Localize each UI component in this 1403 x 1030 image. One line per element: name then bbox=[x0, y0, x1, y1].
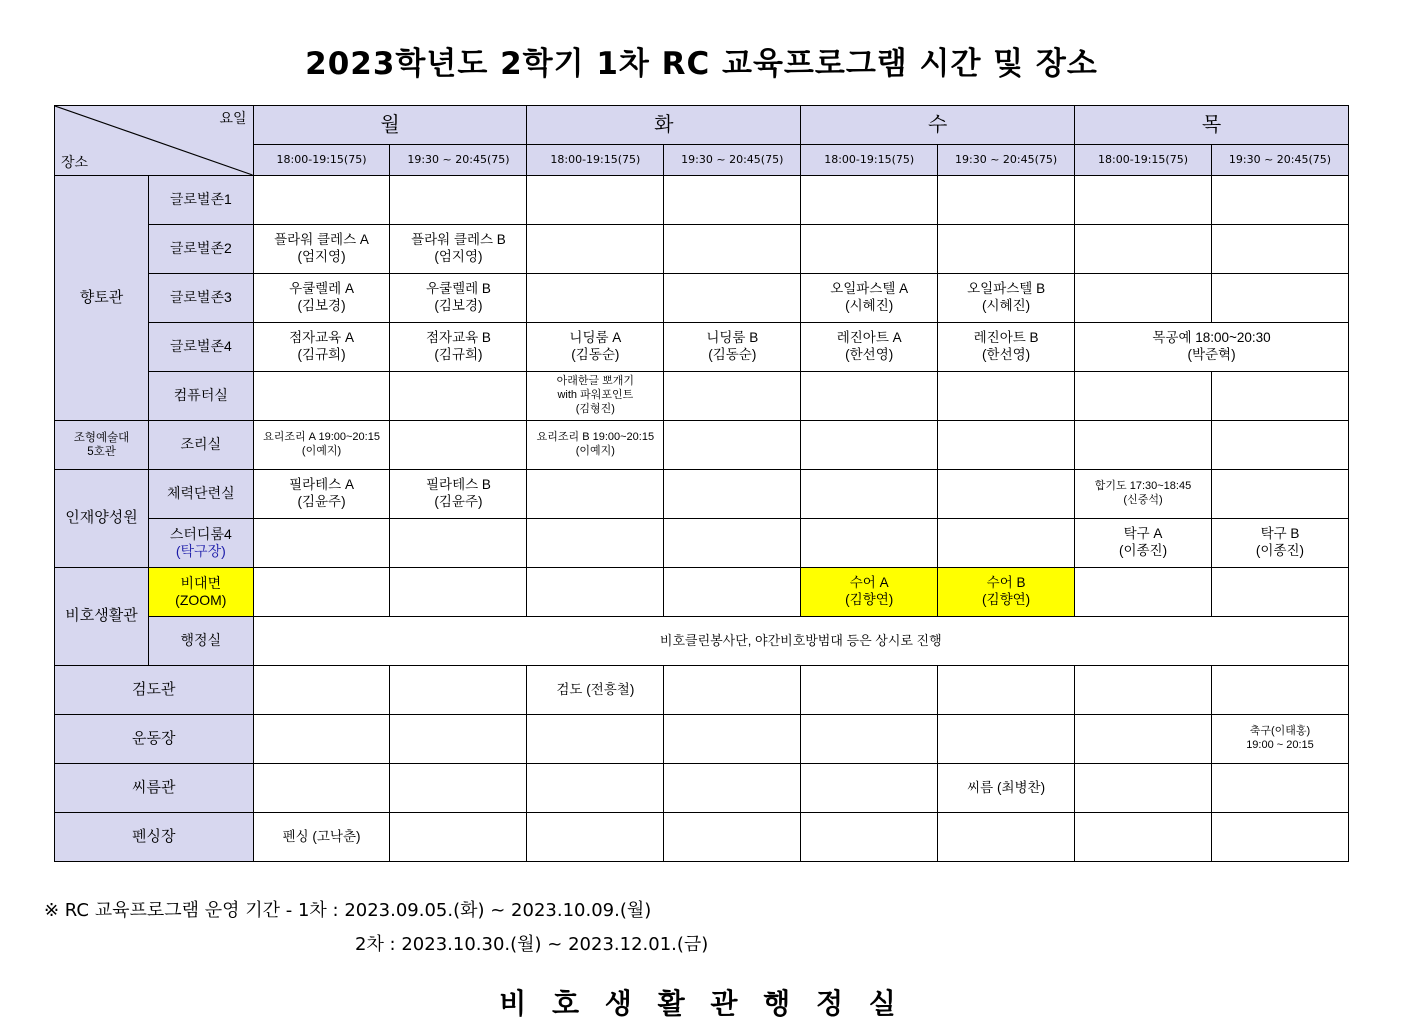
cell-ssireum-tue2 bbox=[664, 764, 801, 813]
cell-fit-thu1 bbox=[1075, 470, 1212, 519]
class-instructor: (이예지) bbox=[301, 445, 342, 457]
cell-play-thu1 bbox=[1075, 715, 1212, 764]
cell-fencing-mon2 bbox=[390, 813, 527, 862]
cell-cook-wed2 bbox=[938, 421, 1075, 470]
cell-zoom-thu2 bbox=[1211, 568, 1348, 617]
cell-g3-wed2 bbox=[938, 274, 1075, 323]
cell-play-mon2 bbox=[390, 715, 527, 764]
time-header-mon-2: 19:30 ~ 20:45(75) bbox=[390, 145, 527, 176]
cell-play-wed1 bbox=[801, 715, 938, 764]
cell-pc-mon2 bbox=[390, 372, 527, 421]
cell-cook-thu1 bbox=[1075, 421, 1212, 470]
class-instructor: (김향연) bbox=[982, 592, 1031, 607]
cell-g2-tue2 bbox=[664, 225, 801, 274]
cell-fencing-thu2 bbox=[1211, 813, 1348, 862]
day-header-wed: 수 bbox=[801, 106, 1075, 145]
cell-pc-mon1 bbox=[253, 372, 390, 421]
cell-g2-thu1 bbox=[1075, 225, 1212, 274]
class-name: 축구(이태홍) bbox=[1249, 725, 1311, 738]
cell-g3-tue2 bbox=[664, 274, 801, 323]
cell-zoom-wed1 bbox=[801, 568, 938, 617]
building-kendo-hall: 검도관 bbox=[55, 666, 254, 715]
cell-st4-thu1 bbox=[1075, 519, 1212, 568]
cell-g4-tue2 bbox=[664, 323, 801, 372]
cell-fit-mon1 bbox=[253, 470, 390, 519]
room-study-4 bbox=[149, 519, 254, 568]
class-name: 오일파스텔 B bbox=[967, 281, 1046, 297]
time-header-wed-1: 18:00-19:15(75) bbox=[801, 145, 938, 176]
cell-cook-mon1 bbox=[253, 421, 390, 470]
room-fitness: 체력단련실 bbox=[149, 470, 254, 519]
class-name: 우쿨렐레 B bbox=[425, 281, 491, 297]
cell-st4-mon2 bbox=[390, 519, 527, 568]
class-instructor: (이종진) bbox=[1255, 543, 1305, 558]
cell-kendo-tue2 bbox=[664, 666, 801, 715]
class-instructor: (김윤주) bbox=[434, 494, 483, 509]
class-name: 니딩룸 B bbox=[706, 330, 759, 346]
cell-st4-thu2 bbox=[1211, 519, 1348, 568]
cell-g4-wed2 bbox=[938, 323, 1075, 372]
cell-st4-mon1 bbox=[253, 519, 390, 568]
class-name: 합기도 17:30~18:45 bbox=[1094, 480, 1192, 493]
cell-ssireum-tue1 bbox=[527, 764, 664, 813]
day-header-mon: 월 bbox=[253, 106, 527, 145]
cell-g1-mon1 bbox=[253, 176, 390, 225]
class-name: 레진아트 A bbox=[836, 330, 902, 346]
room-global-zone-1: 글로벌존1 bbox=[149, 176, 254, 225]
room-global-zone-3: 글로벌존3 bbox=[149, 274, 254, 323]
class-instructor: (김보경) bbox=[434, 298, 483, 313]
cell-play-thu2 bbox=[1211, 715, 1348, 764]
class-name: 요리조리 B 19:00~20:15 bbox=[536, 431, 655, 444]
class-name: 오일파스텔 A bbox=[830, 281, 909, 297]
class-instructor: (김향연) bbox=[845, 592, 894, 607]
cell-play-tue1 bbox=[527, 715, 664, 764]
document-page bbox=[0, 38, 1403, 1030]
class-name-cont: with 파워포인트 bbox=[557, 389, 634, 402]
cell-fit-thu2 bbox=[1211, 470, 1348, 519]
room-label-sub: (ZOOM) bbox=[175, 592, 227, 608]
room-computer-lab: 컴퓨터실 bbox=[149, 372, 254, 421]
cell-fencing-tue2 bbox=[664, 813, 801, 862]
class-name: 탁구 B bbox=[1260, 526, 1300, 542]
cell-g1-tue1 bbox=[527, 176, 664, 225]
cell-g1-mon2 bbox=[390, 176, 527, 225]
class-instructor: (한선영) bbox=[845, 347, 894, 362]
cell-g3-wed1 bbox=[801, 274, 938, 323]
cell-g3-thu1 bbox=[1075, 274, 1212, 323]
cell-g3-mon2 bbox=[390, 274, 527, 323]
room-global-zone-4: 글로벌존4 bbox=[149, 323, 254, 372]
cell-kendo-wed2 bbox=[938, 666, 1075, 715]
cell-admin-note: 비호클린봉사단, 야간비호방범대 등은 상시로 진행 bbox=[253, 617, 1348, 666]
cell-ssireum-mon2 bbox=[390, 764, 527, 813]
class-instructor: (김형진) bbox=[575, 402, 615, 415]
room-cooking: 조리실 bbox=[149, 421, 254, 470]
cell-g2-mon2 bbox=[390, 225, 527, 274]
cell-pc-wed2 bbox=[938, 372, 1075, 421]
class-instructor: (한선영) bbox=[982, 347, 1031, 362]
cell-ssireum-wed1 bbox=[801, 764, 938, 813]
class-instructor: (시혜진) bbox=[982, 298, 1031, 313]
room-label-sub: (탁구장) bbox=[175, 543, 226, 559]
class-instructor: (김규희) bbox=[434, 347, 483, 362]
class-name: 수어 B bbox=[986, 575, 1026, 591]
class-instructor: (이예지) bbox=[575, 445, 615, 457]
class-instructor: (신중석) bbox=[1123, 494, 1163, 506]
class-instructor: (김동순) bbox=[708, 347, 757, 362]
cell-g1-wed1 bbox=[801, 176, 938, 225]
class-name: 플라워 클레스 B bbox=[411, 232, 506, 248]
cell-fencing-mon1: 펜싱 (고낙춘) bbox=[253, 813, 390, 862]
schedule-table bbox=[54, 105, 1349, 862]
room-online-zoom bbox=[149, 568, 254, 617]
cell-g4-tue1 bbox=[527, 323, 664, 372]
cell-kendo-mon2 bbox=[390, 666, 527, 715]
footer-period-line-2: 2차 : 2023.10.30.(월) ~ 2023.12.01.(금) bbox=[355, 934, 709, 955]
cell-fit-mon2 bbox=[390, 470, 527, 519]
cell-zoom-thu1 bbox=[1075, 568, 1212, 617]
cell-ssireum-wed2: 씨름 (최병찬) bbox=[938, 764, 1075, 813]
cell-g4-mon2 bbox=[390, 323, 527, 372]
cell-g2-wed2 bbox=[938, 225, 1075, 274]
cell-st4-tue2 bbox=[664, 519, 801, 568]
room-global-zone-2: 글로벌존2 bbox=[149, 225, 254, 274]
cell-ssireum-thu1 bbox=[1075, 764, 1212, 813]
building-johyung-arts-5: 조형예술대 5호관 bbox=[55, 421, 149, 470]
class-name: 필라테스 A bbox=[289, 477, 354, 493]
cell-pc-tue2 bbox=[664, 372, 801, 421]
cell-cook-tue2 bbox=[664, 421, 801, 470]
cell-g2-thu2 bbox=[1211, 225, 1348, 274]
time-header-mon-1: 18:00-19:15(75) bbox=[253, 145, 390, 176]
cell-g2-wed1 bbox=[801, 225, 938, 274]
cell-play-tue2 bbox=[664, 715, 801, 764]
cell-pc-thu1 bbox=[1075, 372, 1212, 421]
footer-signature: 비 호 생 활 관 행 정 실 bbox=[499, 987, 904, 1020]
building-injae-center: 인재양성원 bbox=[55, 470, 149, 568]
cell-g4-wed1 bbox=[801, 323, 938, 372]
building-hyangtogwan: 향토관 bbox=[55, 176, 149, 421]
cell-g1-tue2 bbox=[664, 176, 801, 225]
class-name: 수어 A bbox=[849, 575, 889, 591]
cell-g1-wed2 bbox=[938, 176, 1075, 225]
room-label-main: 비대면 bbox=[180, 574, 222, 591]
time-header-tue-1: 18:00-19:15(75) bbox=[527, 145, 664, 176]
class-instructor: (김윤주) bbox=[297, 494, 346, 509]
day-header-tue: 화 bbox=[527, 106, 801, 145]
cell-ssireum-mon1 bbox=[253, 764, 390, 813]
cell-ssireum-thu2 bbox=[1211, 764, 1348, 813]
cell-fit-tue2 bbox=[664, 470, 801, 519]
class-name: 플라워 클레스 A bbox=[274, 232, 369, 248]
page-title: 2023학년도 2학기 1차 RC 교육프로그램 시간 및 장소 bbox=[305, 46, 1098, 82]
building-fencing-hall: 펜싱장 bbox=[55, 813, 254, 862]
class-name: 우쿨렐레 A bbox=[289, 281, 354, 297]
class-name: 점자교육 B bbox=[425, 330, 491, 346]
cell-play-mon1 bbox=[253, 715, 390, 764]
cell-cook-thu2 bbox=[1211, 421, 1348, 470]
building-playground: 운동장 bbox=[55, 715, 254, 764]
class-name: 요리조리 A 19:00~20:15 bbox=[263, 431, 380, 444]
class-instructor: (박준혁) bbox=[1187, 347, 1236, 362]
class-instructor: (엄지영) bbox=[434, 249, 483, 264]
cell-fit-wed1 bbox=[801, 470, 938, 519]
class-name: 아래한글 뽀개기 bbox=[556, 375, 635, 388]
cell-kendo-wed1 bbox=[801, 666, 938, 715]
cell-fencing-wed1 bbox=[801, 813, 938, 862]
cell-fit-wed2 bbox=[938, 470, 1075, 519]
class-name: 니딩룸 A bbox=[569, 330, 622, 346]
class-name: 점자교육 A bbox=[289, 330, 354, 346]
class-name: 레진아트 B bbox=[973, 330, 1039, 346]
cell-kendo-thu2 bbox=[1211, 666, 1348, 715]
cell-kendo-tue1: 검도 (전흥철) bbox=[527, 666, 664, 715]
cell-g1-thu1 bbox=[1075, 176, 1212, 225]
cell-kendo-thu1 bbox=[1075, 666, 1212, 715]
cell-st4-wed1 bbox=[801, 519, 938, 568]
cell-g2-tue1 bbox=[527, 225, 664, 274]
cell-zoom-wed2 bbox=[938, 568, 1075, 617]
cell-zoom-tue1 bbox=[527, 568, 664, 617]
room-admin-office: 행정실 bbox=[149, 617, 254, 666]
footer-period-line-1: ※ RC 교육프로그램 운영 기간 - 1차 : 2023.09.05.(화) ~ 2023.10.09.(월) bbox=[44, 900, 652, 921]
footer-notes bbox=[0, 896, 1403, 956]
day-header-thu: 목 bbox=[1075, 106, 1349, 145]
cell-zoom-mon2 bbox=[390, 568, 527, 617]
building-ssireum-hall: 씨름관 bbox=[55, 764, 254, 813]
cell-cook-mon2 bbox=[390, 421, 527, 470]
time-header-wed-2: 19:30 ~ 20:45(75) bbox=[938, 145, 1075, 176]
cell-kendo-mon1 bbox=[253, 666, 390, 715]
cell-st4-wed2 bbox=[938, 519, 1075, 568]
cell-fit-tue1 bbox=[527, 470, 664, 519]
class-instructor: (김동순) bbox=[571, 347, 620, 362]
cell-cook-wed1 bbox=[801, 421, 938, 470]
room-label-main: 스터디룸4 bbox=[169, 525, 232, 542]
time-header-tue-2: 19:30 ~ 20:45(75) bbox=[664, 145, 801, 176]
cell-pc-tue1 bbox=[527, 372, 664, 421]
cell-zoom-mon1 bbox=[253, 568, 390, 617]
cell-pc-thu2 bbox=[1211, 372, 1348, 421]
time-header-thu-2: 19:30 ~ 20:45(75) bbox=[1211, 145, 1348, 176]
building-biho-dorm: 비호생활관 bbox=[55, 568, 149, 666]
cell-cook-tue1 bbox=[527, 421, 664, 470]
cell-play-wed2 bbox=[938, 715, 1075, 764]
class-name: 목공예 18:00~20:30 bbox=[1152, 330, 1271, 346]
class-instructor: (김규희) bbox=[297, 347, 346, 362]
cell-g3-thu2 bbox=[1211, 274, 1348, 323]
class-instructor: (이종진) bbox=[1118, 543, 1168, 558]
corner-day-label: 요일 bbox=[219, 110, 247, 126]
class-instructor: (시혜진) bbox=[845, 298, 894, 313]
cell-g3-mon1 bbox=[253, 274, 390, 323]
cell-fencing-tue1 bbox=[527, 813, 664, 862]
time-header-thu-1: 18:00-19:15(75) bbox=[1075, 145, 1212, 176]
class-time: 19:00 ~ 20:15 bbox=[1246, 739, 1314, 751]
cell-g4-thu bbox=[1075, 323, 1349, 372]
cell-g3-tue1 bbox=[527, 274, 664, 323]
cell-g2-mon1 bbox=[253, 225, 390, 274]
cell-fencing-thu1 bbox=[1075, 813, 1212, 862]
table-corner-header bbox=[55, 106, 254, 176]
class-name: 필라테스 B bbox=[425, 477, 491, 493]
class-instructor: (김보경) bbox=[297, 298, 346, 313]
cell-zoom-tue2 bbox=[664, 568, 801, 617]
cell-pc-wed1 bbox=[801, 372, 938, 421]
class-name: 탁구 A bbox=[1123, 526, 1163, 542]
cell-st4-tue1 bbox=[527, 519, 664, 568]
cell-g4-mon1 bbox=[253, 323, 390, 372]
cell-g1-thu2 bbox=[1211, 176, 1348, 225]
corner-place-label: 장소 bbox=[61, 153, 89, 170]
cell-fencing-wed2 bbox=[938, 813, 1075, 862]
class-instructor: (엄지영) bbox=[297, 249, 346, 264]
